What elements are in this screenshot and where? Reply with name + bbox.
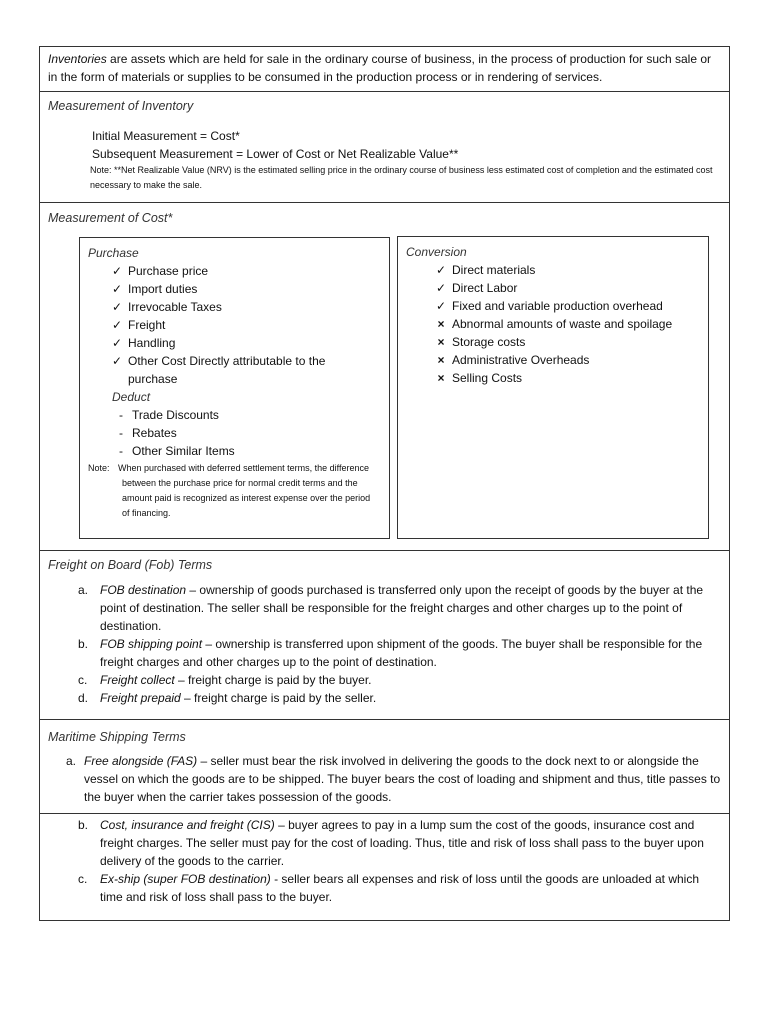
deduct-title: Deduct	[112, 390, 151, 404]
deduct-items	[110, 406, 389, 460]
item-text: – seller must bear the risk involved in delivering the goods to the dock next to or alongside the vessel on which the goods are to be shipped. The buyer bears the cost of loading and shipment and thus, title passes to the buyer when the carrier takes possession of the goods.	[84, 754, 721, 804]
dash-icon: -	[119, 444, 123, 458]
measurement-heading: Measurement of Inventory	[48, 99, 194, 113]
list-item	[430, 315, 708, 333]
intro-term: Inventories	[48, 52, 107, 66]
list-item	[48, 671, 721, 689]
item-label: b.	[78, 818, 89, 832]
check-icon: ✓	[111, 300, 123, 314]
list-item	[430, 261, 708, 279]
check-icon: ✓	[435, 263, 447, 277]
item-label: a.	[66, 754, 77, 768]
conversion-box	[397, 236, 709, 539]
check-icon: ✓	[435, 281, 447, 295]
check-icon: ✓	[111, 264, 123, 278]
maritime-list-a	[48, 752, 721, 806]
initial-measurement: Initial Measurement = Cost*	[92, 129, 240, 143]
deduct-item-label: Other Similar Items	[132, 444, 235, 458]
item-label: b.	[78, 637, 89, 651]
conversion-item-label: Direct Labor	[452, 281, 518, 295]
item-label: c.	[78, 872, 88, 886]
item-text: – buyer agrees to pay in a lump sum the cost of the goods, insurance cost and freight charges. The seller must pay for the cost of loading. Thus, title and risk of loss shall pass to the buyer upon delivery of the goods to the carrier.	[100, 818, 704, 868]
purchase-item-label: Freight	[128, 318, 166, 332]
purchase-title: Purchase	[88, 246, 139, 260]
cross-icon: ×	[437, 317, 445, 331]
list-item	[430, 297, 708, 315]
conversion-item-label: Direct materials	[452, 263, 536, 277]
fob-heading: Freight on Board (Fob) Terms	[48, 558, 213, 572]
subsequent-measurement: Subsequent Measurement = Lower of Cost or Net Realizable Value**	[92, 147, 459, 161]
list-item	[110, 424, 389, 442]
cross-icon: ×	[437, 371, 445, 385]
list-item	[106, 352, 389, 388]
intro-text: are assets which are held for sale in the ordinary course of business, in the process of production for such sale or in the form of materials or supplies to be consumed in the production process or in rendering of services.	[48, 52, 712, 84]
item-text: – freight charge is paid by the seller.	[180, 691, 377, 705]
cost-heading: Measurement of Cost*	[48, 211, 173, 225]
measurement-section	[39, 91, 730, 203]
list-item	[106, 316, 389, 334]
maritime-section-continued	[39, 813, 730, 921]
list-item	[430, 369, 708, 387]
purchase-note-label: Note:	[88, 463, 110, 473]
maritime-heading: Maritime Shipping Terms	[48, 730, 186, 744]
dash-icon: -	[119, 408, 123, 422]
maritime-list-bc	[48, 816, 721, 906]
item-label: c.	[78, 673, 88, 687]
list-item	[106, 298, 389, 316]
item-label: a.	[78, 583, 89, 597]
purchase-items	[106, 262, 389, 388]
item-text: – freight charge is paid by the buyer.	[174, 673, 372, 687]
item-term: Freight prepaid	[100, 691, 181, 705]
conversion-items	[430, 261, 708, 387]
conversion-title: Conversion	[406, 245, 467, 259]
maritime-section	[39, 719, 730, 814]
fob-list	[48, 581, 721, 707]
purchase-item-label: Other Cost Directly attributable to the purchase	[128, 354, 326, 386]
nrv-note: Note: **Net Realizable Value (NRV) is the estimated selling price in the ordinary course of business less estimated cost of completion and the estimated cost necessary to make the sale.	[90, 165, 713, 190]
deduct-item-label: Trade Discounts	[132, 408, 219, 422]
list-item	[110, 406, 389, 424]
item-text: – ownership of goods purchased is transferred only upon the receipt of goods by the buyer at the point of destination. The seller shall be responsible for the freight charges and other charges up to the point of destination.	[100, 583, 704, 633]
list-item	[106, 280, 389, 298]
check-icon: ✓	[435, 299, 447, 313]
conversion-item-label: Fixed and variable production overhead	[452, 299, 663, 313]
item-text: - seller bears all expenses and risk of loss until the goods are unloaded at which time and risk of loss shall pass to the buyer.	[100, 872, 699, 904]
intro-section	[39, 46, 730, 92]
deduct-item-label: Rebates	[132, 426, 177, 440]
list-item	[48, 870, 721, 906]
item-term: Freight collect	[100, 673, 175, 687]
purchase-item-label: Irrevocable Taxes	[128, 300, 222, 314]
list-item	[430, 279, 708, 297]
purchase-item-label: Purchase price	[128, 264, 209, 278]
conversion-item-label: Administrative Overheads	[452, 353, 590, 367]
purchase-note-text: When purchased with deferred settlement terms, the difference between the purchase price for normal credit terms and the amount paid is recognized as interest expense over the period of financing.	[118, 463, 371, 518]
conversion-item-label: Selling Costs	[452, 371, 523, 385]
list-item	[430, 333, 708, 351]
purchase-item-label: Handling	[128, 336, 176, 350]
cross-icon: ×	[437, 335, 445, 349]
check-icon: ✓	[111, 336, 123, 350]
list-item	[48, 689, 721, 707]
item-term: Free alongside (FAS)	[84, 754, 198, 768]
item-label: d.	[78, 691, 89, 705]
list-item	[48, 752, 721, 806]
check-icon: ✓	[111, 318, 123, 332]
dash-icon: -	[119, 426, 123, 440]
purchase-box	[79, 237, 390, 539]
conversion-item-label: Storage costs	[452, 335, 526, 349]
item-term: Ex-ship (super FOB destination)	[100, 872, 271, 886]
item-term: FOB destination	[100, 583, 187, 597]
item-text: – ownership is transferred upon shipment of the goods. The buyer shall be responsible for the freight charges and other charges up to the point of destination.	[100, 637, 703, 669]
list-item	[430, 351, 708, 369]
list-item	[48, 635, 721, 671]
item-term: Cost, insurance and freight (CIS)	[100, 818, 275, 832]
item-term: FOB shipping point	[100, 637, 203, 651]
purchase-note	[88, 461, 389, 521]
check-icon: ✓	[111, 354, 123, 368]
list-item	[48, 816, 721, 870]
fob-section	[39, 550, 730, 720]
conversion-item-label: Abnormal amounts of waste and spoilage	[452, 317, 673, 331]
list-item	[106, 334, 389, 352]
list-item	[48, 581, 721, 635]
cross-icon: ×	[437, 353, 445, 367]
list-item	[106, 262, 389, 280]
list-item	[110, 442, 389, 460]
purchase-item-label: Import duties	[128, 282, 198, 296]
check-icon: ✓	[111, 282, 123, 296]
